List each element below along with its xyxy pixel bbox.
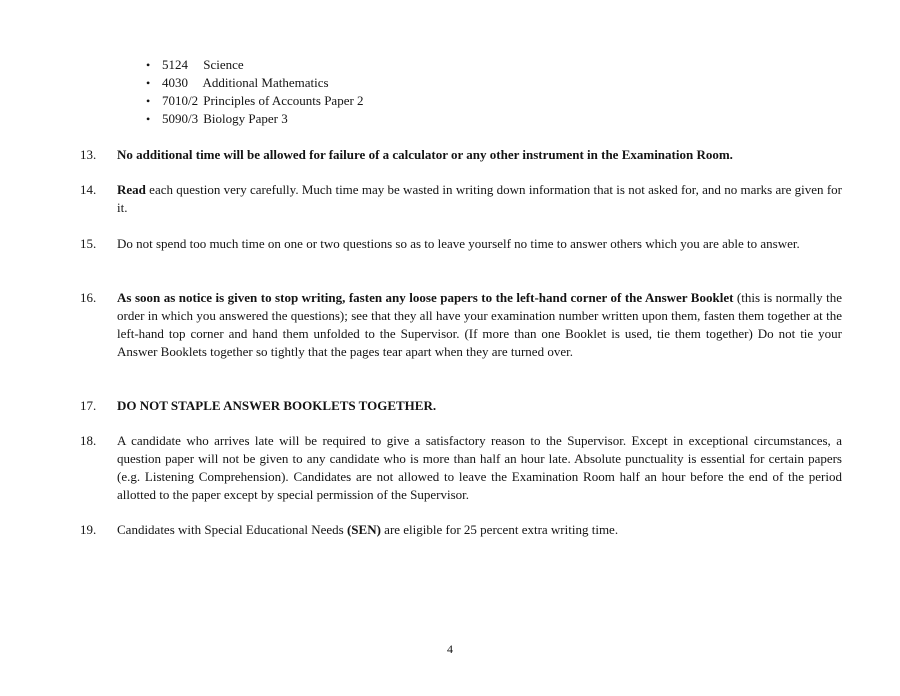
item-bold-text: DO NOT STAPLE ANSWER BOOKLETS TOGETHER. <box>117 398 437 413</box>
instruction-15 <box>80 235 842 253</box>
item-bold-text: No additional time will be allowed for failure of a calculator or any other instrument in the Examination Room. <box>117 147 733 162</box>
instruction-16 <box>80 289 842 361</box>
subject-code: 7010/2 <box>162 93 199 108</box>
item-number: 18. <box>80 433 97 448</box>
item-bold-text: Read <box>117 182 146 197</box>
item-text: Candidates with Special Educational Needs <box>117 522 347 537</box>
subject-name: Science <box>203 57 244 72</box>
instruction-13 <box>80 146 842 164</box>
subject-name: Principles of Accounts Paper 2 <box>203 93 364 108</box>
item-number: 15. <box>80 236 97 251</box>
page-number: 4 <box>447 642 453 656</box>
item-number: 17. <box>80 398 97 413</box>
item-bold-text: As soon as notice is given to stop writing, fasten any loose papers to the left-hand corner of the Answer Booklet <box>117 290 734 305</box>
subject-list <box>146 56 364 128</box>
item-number: 13. <box>80 147 97 162</box>
item-bold-text: (SEN) <box>346 522 381 537</box>
item-text: Do not spend too much time on one or two questions so as to leave yourself no time to answer others which you are able to answer. <box>117 236 800 251</box>
subject-name: Biology Paper 3 <box>203 111 288 126</box>
instruction-19 <box>80 521 842 539</box>
instruction-18 <box>80 432 842 504</box>
item-number: 16. <box>80 290 97 305</box>
item-text: A candidate who arrives late will be required to give a satisfactory reason to the Supervisor. Except in exceptional circumstances, a question paper will not be given to any candidate who is more than half an hour late. Absolute punctuality is essential for certain papers (e.g. Listening Comprehension). Candidates are not allowed to leave the Examination Room half an hour before the end of the period allotted to the paper except by special permission of the Supervisor. <box>117 433 842 502</box>
instruction-17 <box>80 397 842 415</box>
item-text: are eligible for 25 percent extra writing time. <box>380 522 619 537</box>
subject-name: Additional Mathematics <box>202 75 329 90</box>
item-text: (this is normally the order in which you answered the questions); see that they all have your examination number written upon them, fasten them together at the left-hand top corner and hand them unfolded to the Supervisor. (If more than one Booklet is used, tie them together) Do not tie your Answer Booklets together so tightly that the pages tear apart when they are turned over. <box>117 290 842 359</box>
list-item <box>146 56 364 74</box>
subject-code: 5124 <box>162 57 188 72</box>
list-item <box>146 110 364 128</box>
subject-code: 4030 <box>162 75 188 90</box>
list-item <box>146 92 364 110</box>
item-number: 19. <box>80 522 97 537</box>
item-text: each question very carefully. Much time may be wasted in writing down information that is not asked for, and no marks are given for it. <box>117 182 842 215</box>
list-item <box>146 74 364 92</box>
instruction-14 <box>80 181 842 217</box>
subject-code: 5090/3 <box>162 111 199 126</box>
item-number: 14. <box>80 182 97 197</box>
